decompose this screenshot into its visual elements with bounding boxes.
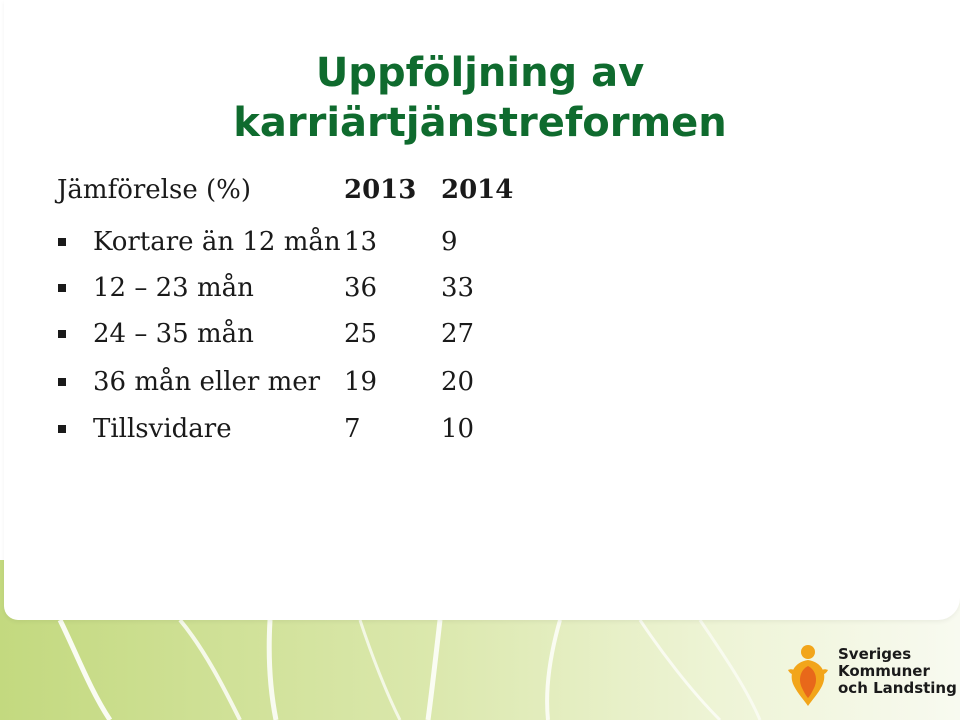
logo-line-2: Kommuner — [838, 662, 930, 680]
row-label: 24 – 35 mån — [93, 319, 254, 349]
square-bullet-icon — [58, 425, 66, 433]
table-header-row — [0, 170, 960, 210]
row-label: Kortare än 12 mån — [93, 227, 341, 257]
row-label: Tillsvidare — [93, 414, 232, 444]
square-bullet-icon — [58, 330, 66, 338]
row-value-2014: 10 — [441, 414, 475, 444]
table-row — [0, 268, 960, 308]
row-label: 12 – 23 mån — [93, 273, 254, 303]
row-label: 36 mån eller mer — [93, 367, 321, 397]
square-bullet-icon — [58, 378, 66, 386]
header-year-2013: 2013 — [344, 175, 417, 205]
table-row — [0, 222, 960, 262]
logo-line-1: Sveriges — [838, 645, 912, 663]
title-line-1: Uppföljning av — [315, 50, 645, 96]
row-value-2013: 19 — [344, 367, 378, 397]
table-row — [0, 409, 960, 449]
page-title — [160, 48, 800, 148]
square-bullet-icon — [58, 238, 66, 246]
row-value-2013: 7 — [344, 414, 361, 444]
row-value-2014: 9 — [441, 227, 458, 257]
row-value-2013: 25 — [344, 319, 378, 349]
row-value-2014: 20 — [441, 367, 475, 397]
header-label: Jämförelse (%) — [57, 175, 251, 205]
row-value-2013: 13 — [344, 227, 378, 257]
title-line-2: karriärtjänstreformen — [233, 100, 727, 146]
table-row — [0, 314, 960, 354]
row-value-2014: 27 — [441, 319, 475, 349]
header-year-2014: 2014 — [441, 175, 514, 205]
square-bullet-icon — [58, 284, 66, 292]
row-value-2014: 33 — [441, 273, 475, 303]
logo-wordmark — [838, 646, 957, 697]
row-value-2013: 36 — [344, 273, 378, 303]
logo-line-3: och Landsting — [838, 679, 957, 697]
table-row — [0, 362, 960, 402]
